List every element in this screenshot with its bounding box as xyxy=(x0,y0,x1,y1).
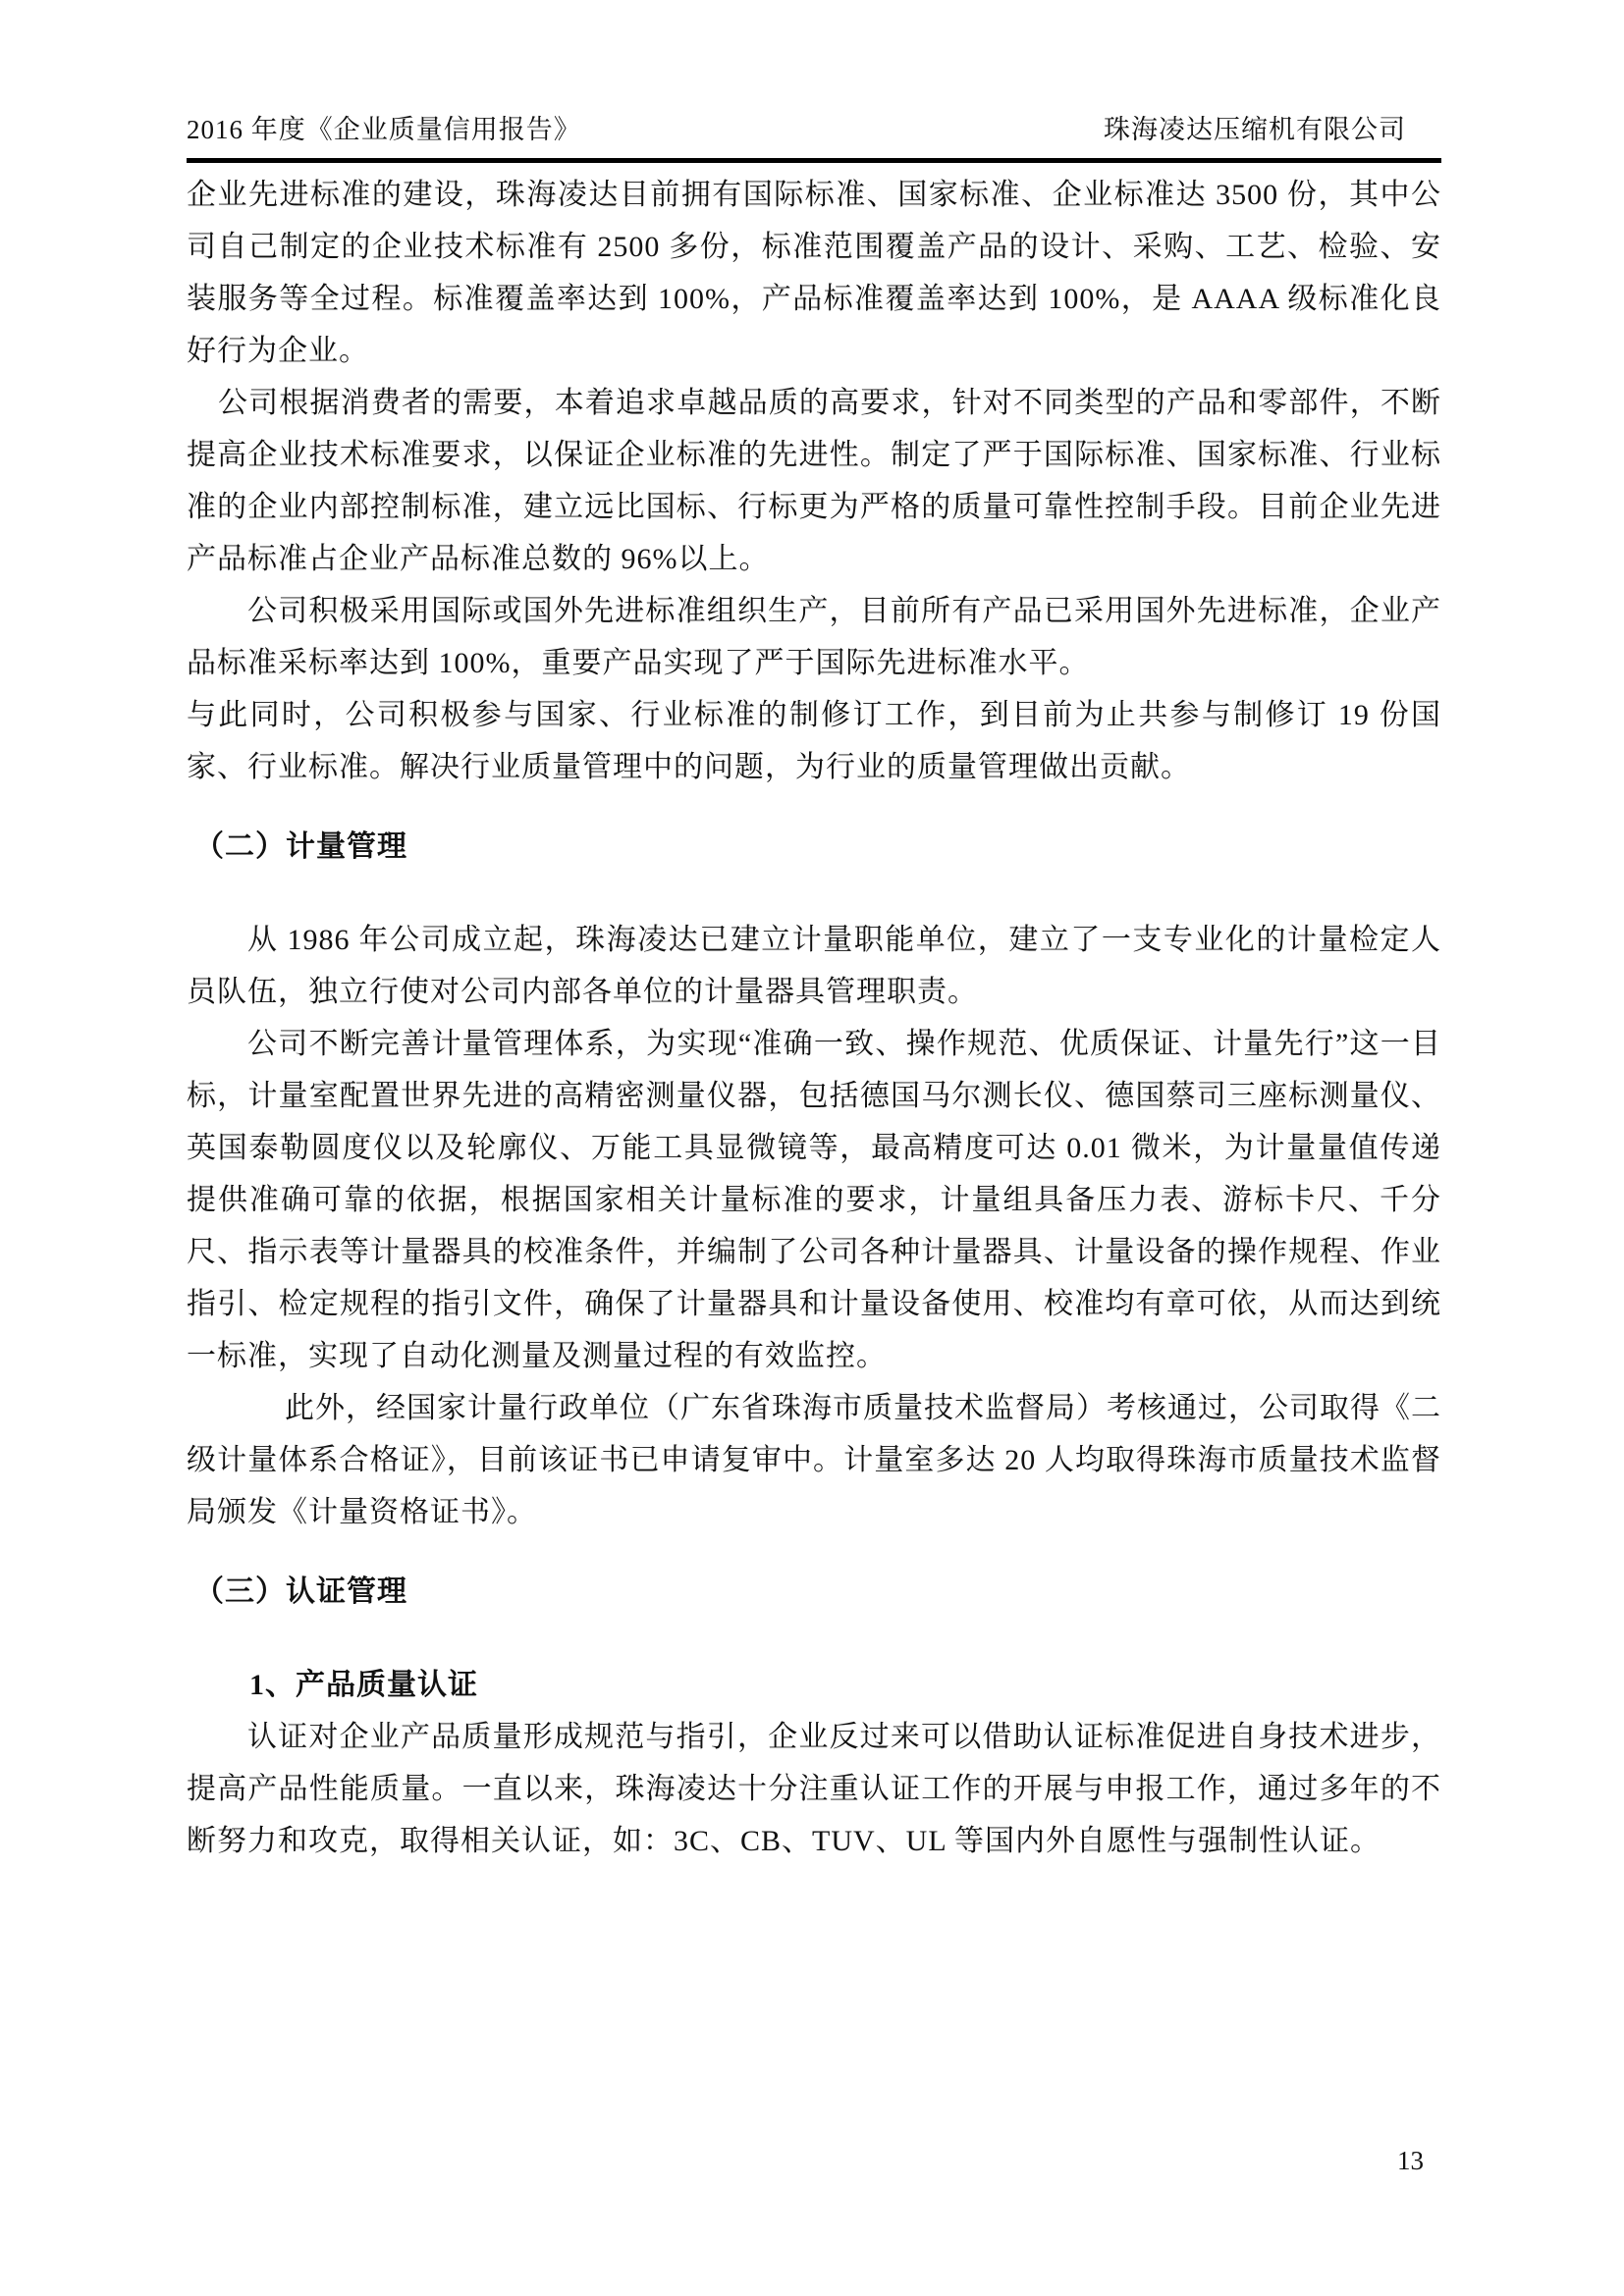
page-header xyxy=(187,108,1441,163)
paragraph-measurement-unit-founding: 从 1986 年公司成立起，珠海凌达已建立计量职能单位，建立了一支专业化的计量检定人员队伍，独立行使对公司内部各单位的计量器具管理职责。 xyxy=(187,924,1441,1008)
paragraph-measurement-system: 公司不断完善计量管理体系，为实现“准确一致、操作规范、优质保证、计量先行”这一目标，计量室配置世界先进的高精密测量仪器，包括德国马尔测长仪、德国蔡司三座标测量仪、英国泰勒圆度仪以及轮廓仪、万能工具显微镜等，最高精度可达 0.01 微米，为计量量值传递提供准确可靠的依据，根据国家相关计量标准的要求，计量组具备压力表、游标卡尺、千分尺、指示表等计量器具的校准条件，并编制了公司各种计量器具、计量设备的操作规程、作业指引、检定规程的指引文件，确保了计量器具和计量设备使用、校准均有章可依，从而达到统一标准，实现了自动化测量及测量过程的有效监控。 xyxy=(187,1028,1441,1372)
paragraph-standards-count: 企业先进标准的建设，珠海凌达目前拥有国际标准、国家标准、企业标准达 3500 份，其中公司自己制定的企业技术标准有 2500 多份，标准范围覆盖产品的设计、采购、工艺、检验、安装服务等全过程。标准覆盖率达到 100%，产品标准覆盖率达到 100%，是 AAAA 级标准化良好行为企业。 xyxy=(187,179,1441,367)
header-report-title: 2016 年度《企业质量信用报告》 xyxy=(187,115,581,144)
paragraph-standards-revision: 与此同时，公司积极参与国家、行业标准的制修订工作，到目前为止共参与制修订 19 份国家、行业标准。解决行业质量管理中的问题，为行业的质量管理做出贡献。 xyxy=(187,699,1441,783)
paragraph-certification-benefits: 认证对企业产品质量形成规范与指引，企业反过来可以借助认证标准促进自身技术进步，提高产品性能质量。一直以来，珠海凌达十分注重认证工作的开展与申报工作，通过多年的不断努力和攻克，取得相关认证，如：3C、CB、TUV、UL 等国内外自愿性与强制性认证。 xyxy=(187,1721,1441,1857)
page-number: 13 xyxy=(1397,2146,1424,2175)
paragraph-measurement-certification: 此外，经国家计量行政单位（广东省珠海市质量技术监督局）考核通过，公司取得《二级计量体系合格证》，目前该证书已申请复审中。计量室多达 20 人均取得珠海市质量技术监督局颁发《计量资格证书》。 xyxy=(187,1392,1441,1528)
paragraph-international-standards: 公司积极采用国际或国外先进标准组织生产，目前所有产品已采用国外先进标准，企业产品标准采标率达到 100%，重要产品实现了严于国际先进标准水平。 xyxy=(187,595,1441,679)
document-body xyxy=(187,169,1441,1867)
header-company-name: 珠海凌达压缩机有限公司 xyxy=(1104,115,1406,144)
section-heading-certification-management: （三）认证管理 xyxy=(194,1575,407,1608)
section-heading-measurement-management: （二）计量管理 xyxy=(194,830,407,863)
subsection-heading-product-quality-certification: 1、产品质量认证 xyxy=(249,1669,478,1701)
paragraph-consumer-needs: 公司根据消费者的需要，本着追求卓越品质的高要求，针对不同类型的产品和零部件，不断提高企业技术标准要求，以保证企业标准的先进性。制定了严于国际标准、国家标准、行业标准的企业内部控制标准，建立远比国标、行标更为严格的质量可靠性控制手段。目前企业先进产品标准占企业产品标准总数的 96%以上。 xyxy=(187,387,1441,575)
